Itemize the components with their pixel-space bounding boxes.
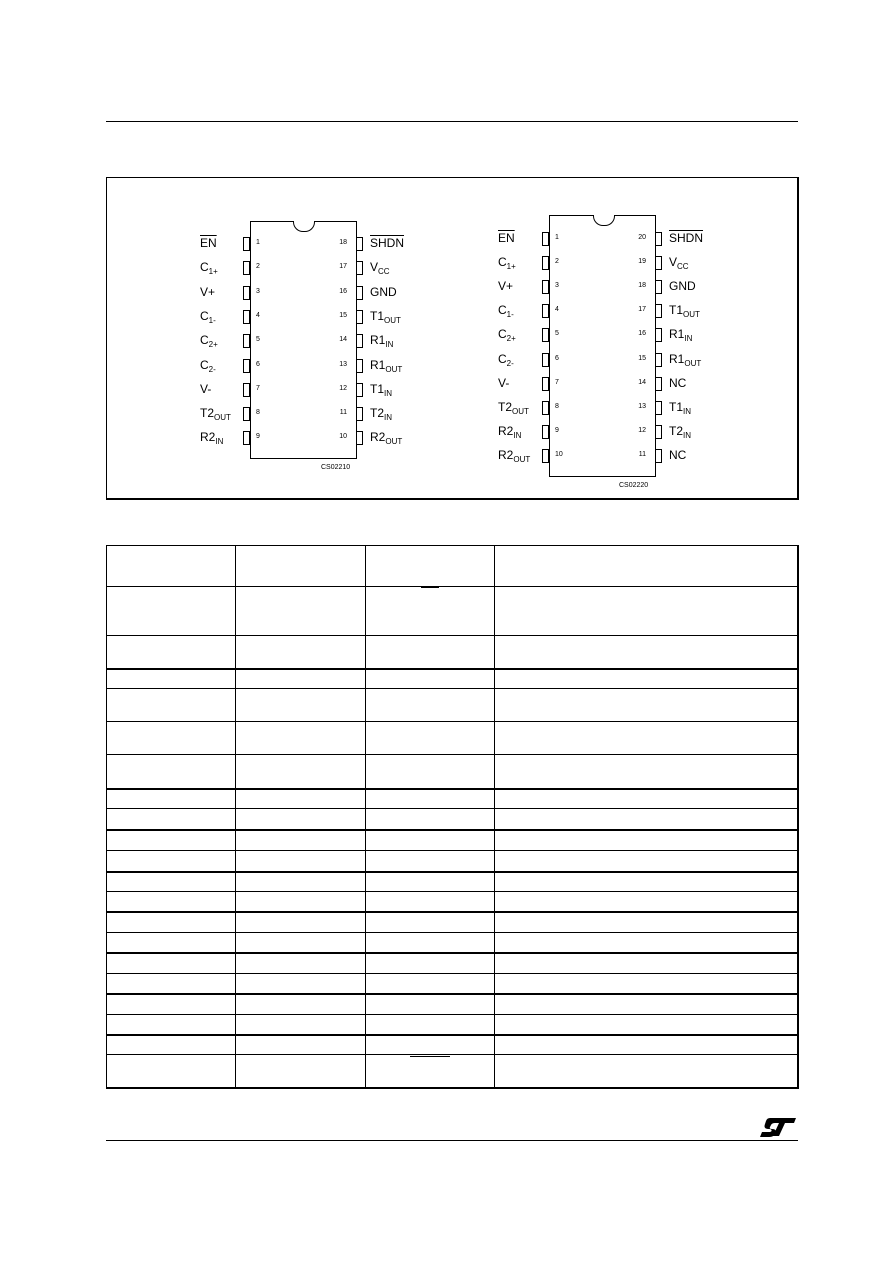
- header-rule: [106, 121, 798, 122]
- pin-subscript: 2+: [208, 340, 218, 350]
- pin-number: 12: [638, 426, 646, 434]
- pin-name: T2: [370, 406, 385, 421]
- table-column-divider: [235, 546, 236, 1087]
- pin-subscript: OUT: [384, 315, 401, 325]
- pin-number: 16: [339, 287, 347, 295]
- pin-tab: [542, 353, 549, 367]
- pin-name: GND: [370, 284, 397, 299]
- pin-label: [498, 424, 521, 440]
- table-row-divider: [107, 973, 797, 974]
- table-row-divider: [107, 721, 797, 722]
- pin-tab: [542, 304, 549, 318]
- overline-mark: [410, 1056, 450, 1057]
- pin-subscript: 1+: [506, 262, 516, 272]
- pin-name: C: [200, 333, 209, 348]
- pin-subscript: 2+: [506, 334, 516, 344]
- pin-label: [200, 430, 223, 446]
- pin-tab: [356, 407, 363, 421]
- pin-number: 12: [339, 384, 347, 392]
- pin-name: T1: [669, 303, 684, 318]
- pin-name: T1: [370, 381, 385, 396]
- st-logo-icon: [760, 1116, 798, 1138]
- pin-label: [669, 255, 689, 271]
- pin-number: 5: [256, 336, 260, 344]
- pin-number: 7: [555, 378, 559, 386]
- pin-tab: [542, 328, 549, 342]
- pin-name: R1: [669, 351, 685, 366]
- pin-name: $\overline{EN}$: [200, 236, 217, 250]
- table-row-divider: [107, 871, 797, 873]
- pin-name: T1: [669, 399, 684, 414]
- pin-name: C: [200, 308, 209, 323]
- table-row-divider: [107, 788, 797, 790]
- pin-tab: [655, 449, 662, 463]
- pin-number: 14: [339, 336, 347, 344]
- pin-subscript: IN: [384, 413, 393, 423]
- pin-number: 14: [638, 378, 646, 386]
- table-row-divider: [107, 1034, 797, 1036]
- pin-label: [370, 236, 404, 250]
- pin-label: [200, 260, 218, 276]
- pin-number: 6: [256, 360, 260, 368]
- pin-subscript: 2-: [506, 358, 514, 368]
- pin-name: C: [498, 351, 507, 366]
- pin-number: 9: [256, 433, 260, 441]
- pin-label: [669, 424, 691, 440]
- table-row-divider: [107, 932, 797, 933]
- pin-subscript: 2-: [208, 364, 216, 374]
- pin-name: C: [200, 260, 209, 275]
- pin-number: 6: [555, 354, 559, 362]
- pin-number: 5: [555, 330, 559, 338]
- pin-tab: [655, 304, 662, 318]
- pin-tab: [655, 377, 662, 391]
- pin-number: 17: [339, 263, 347, 271]
- pin-name: R1: [370, 357, 386, 372]
- pin-label: [200, 406, 231, 422]
- pin-name: C: [498, 255, 507, 270]
- pin-label: [498, 376, 509, 390]
- pin-number: 10: [339, 433, 347, 441]
- pin-tab: [655, 280, 662, 294]
- pin-tab: [542, 401, 549, 415]
- pin-label: [200, 382, 211, 396]
- table-column-divider: [365, 546, 366, 1087]
- pin-name: V-: [200, 381, 212, 396]
- table-row-divider: [107, 688, 797, 689]
- pin-label: [370, 285, 397, 299]
- diagram-code: CS02220: [619, 482, 649, 489]
- pin-subscript: 1+: [208, 267, 218, 277]
- pin-number: 15: [339, 311, 347, 319]
- table-row-divider: [107, 1014, 797, 1015]
- pin-name: R2: [498, 447, 514, 462]
- pin-label: [200, 309, 216, 325]
- pin-tab: [243, 310, 250, 324]
- pin-label: [669, 400, 691, 416]
- pin-label: [669, 376, 686, 390]
- table-row-divider: [107, 1054, 797, 1055]
- pin-number: 11: [638, 450, 646, 458]
- pin-label: [370, 260, 390, 276]
- pin-tab: [542, 280, 549, 294]
- pin-label: [498, 327, 516, 343]
- pin-name: GND: [669, 279, 696, 294]
- diagram-code: CS02210: [321, 464, 351, 471]
- table-row-divider: [107, 829, 797, 831]
- pin-subscript: OUT: [512, 406, 529, 416]
- pin-number: 8: [256, 409, 260, 417]
- pin-tab: [356, 310, 363, 324]
- table-row-divider: [107, 668, 797, 670]
- pin-label: [498, 400, 529, 416]
- pin-name: SHDN: [669, 231, 704, 245]
- pin-name: T2: [200, 406, 215, 421]
- pin-subscript: IN: [684, 334, 693, 344]
- pin-number: 15: [638, 354, 646, 362]
- pin-tab: [243, 286, 250, 300]
- pin-label: [498, 448, 530, 464]
- pin-label: [669, 352, 701, 368]
- pin-number: 4: [256, 311, 260, 319]
- table-row-divider: [107, 586, 797, 587]
- pin-label: [669, 448, 686, 462]
- pin-tab: [655, 401, 662, 415]
- pin-number: 2: [256, 263, 260, 271]
- pin-name: V-: [498, 375, 510, 390]
- table-column-divider: [494, 546, 495, 1087]
- table-row-divider: [107, 850, 797, 851]
- pin-label: [669, 279, 696, 293]
- pin-label: [498, 255, 516, 271]
- pin-number: 1: [555, 234, 559, 241]
- pin-subscript: IN: [513, 430, 522, 440]
- footer-rule: [106, 1140, 798, 1141]
- pin-label: [370, 406, 392, 422]
- pin-label: [200, 358, 216, 374]
- pin-name: R2: [200, 430, 216, 445]
- pin-label: [669, 327, 692, 343]
- pin-label: [498, 303, 514, 319]
- pin-label: [669, 303, 700, 319]
- pin-label: [200, 333, 218, 349]
- pin-label: [200, 236, 217, 250]
- pin-name: C: [200, 357, 209, 372]
- pin-subscript: CC: [677, 262, 689, 272]
- pin-tab: [542, 449, 549, 463]
- pin-tab: [243, 383, 250, 397]
- pin-tab: [356, 383, 363, 397]
- pin-number: 17: [638, 306, 646, 314]
- pin-tab: [243, 261, 250, 275]
- pin-number: 1: [256, 239, 260, 246]
- table-row-divider: [107, 993, 797, 995]
- pin-tab: [243, 237, 250, 251]
- table-row-divider: [107, 891, 797, 892]
- pin-name: R2: [498, 423, 514, 438]
- pin-tab: [243, 431, 250, 445]
- pin-label: [498, 279, 513, 293]
- table-row-divider: [107, 808, 797, 809]
- pin-tab: [655, 232, 662, 246]
- pin-tab: [655, 256, 662, 270]
- pin-subscript: IN: [683, 430, 692, 440]
- pin-name: C: [498, 327, 507, 342]
- table-row-divider: [107, 952, 797, 954]
- pin-tab: [356, 431, 363, 445]
- pin-subscript: OUT: [385, 437, 403, 447]
- ic-body: [549, 215, 656, 477]
- pin-name: NC: [669, 375, 687, 390]
- pin-tab: [655, 425, 662, 439]
- pin-subscript: OUT: [684, 358, 702, 368]
- pin-tab: [542, 425, 549, 439]
- pin-configuration-figure: [106, 177, 799, 500]
- pin-number: 2: [555, 258, 559, 266]
- pin-number: 13: [339, 360, 347, 368]
- pin-number: 7: [256, 384, 260, 392]
- pin-tab: [243, 407, 250, 421]
- pin-number: 10: [555, 450, 563, 458]
- pin-name: V: [669, 255, 678, 270]
- pin-tab: [356, 334, 363, 348]
- pin-label: [669, 231, 703, 245]
- overline-mark: [421, 587, 439, 588]
- pin-name: R1: [669, 327, 685, 342]
- pin-subscript: 1-: [506, 310, 514, 320]
- pin-label: [370, 430, 402, 446]
- pin-name: NC: [669, 447, 687, 462]
- pin-number: 4: [555, 306, 559, 314]
- pin-tab: [243, 334, 250, 348]
- pin-number: 18: [638, 282, 646, 290]
- pin-label: [370, 382, 392, 398]
- pin-tab: [542, 256, 549, 270]
- pin-label: [370, 333, 393, 349]
- pin-name: R2: [370, 430, 386, 445]
- pin-name: T2: [498, 399, 513, 414]
- pin-label: [370, 358, 402, 374]
- pin-subscript: CC: [378, 267, 390, 277]
- pin-subscript: OUT: [513, 454, 531, 464]
- pin-number: 8: [555, 402, 559, 410]
- pin-name: V+: [200, 284, 216, 299]
- pin-label: [370, 309, 401, 325]
- pin-name: C: [498, 303, 507, 318]
- pin-number: 18: [339, 239, 347, 246]
- pin-subscript: IN: [384, 388, 393, 398]
- pin-tab: [542, 377, 549, 391]
- pin-tab: [655, 328, 662, 342]
- pin-number: 11: [339, 409, 347, 417]
- pin-subscript: OUT: [683, 310, 700, 320]
- pin-number: 19: [638, 258, 646, 266]
- pin-name: T2: [669, 423, 684, 438]
- pin-name: V+: [498, 279, 514, 294]
- pin-tab: [356, 286, 363, 300]
- table-row-divider: [107, 635, 797, 636]
- pin-name: T1: [370, 308, 385, 323]
- pin-subscript: OUT: [385, 364, 403, 374]
- pin-tab: [655, 353, 662, 367]
- pin-number: 3: [256, 287, 260, 295]
- pin-number: 16: [638, 330, 646, 338]
- pin-label: [498, 352, 514, 368]
- pin-label: [498, 231, 515, 245]
- pin-description-table: [106, 545, 799, 1089]
- pin-name: R1: [370, 333, 386, 348]
- pin-subscript: OUT: [214, 413, 231, 423]
- pin-number: 3: [555, 282, 559, 290]
- pin-tab: [542, 232, 549, 246]
- pin-number: 9: [555, 426, 559, 434]
- pin-name: $\overline{EN}$: [498, 231, 515, 245]
- table-row-divider: [107, 911, 797, 913]
- pin-tab: [356, 237, 363, 251]
- pin-number: 20: [638, 234, 646, 241]
- pin-subscript: 1-: [208, 315, 216, 325]
- pin-tab: [356, 261, 363, 275]
- pin-number: 13: [638, 402, 646, 410]
- pin-tab: [243, 359, 250, 373]
- pin-tab: [356, 359, 363, 373]
- table-row-divider: [107, 754, 797, 755]
- pin-subscript: IN: [683, 406, 692, 416]
- pin-label: [200, 285, 215, 299]
- pin-subscript: IN: [215, 437, 224, 447]
- pin-subscript: IN: [385, 340, 394, 350]
- pin-name: SHDN: [370, 236, 405, 250]
- pin-name: V: [370, 260, 379, 275]
